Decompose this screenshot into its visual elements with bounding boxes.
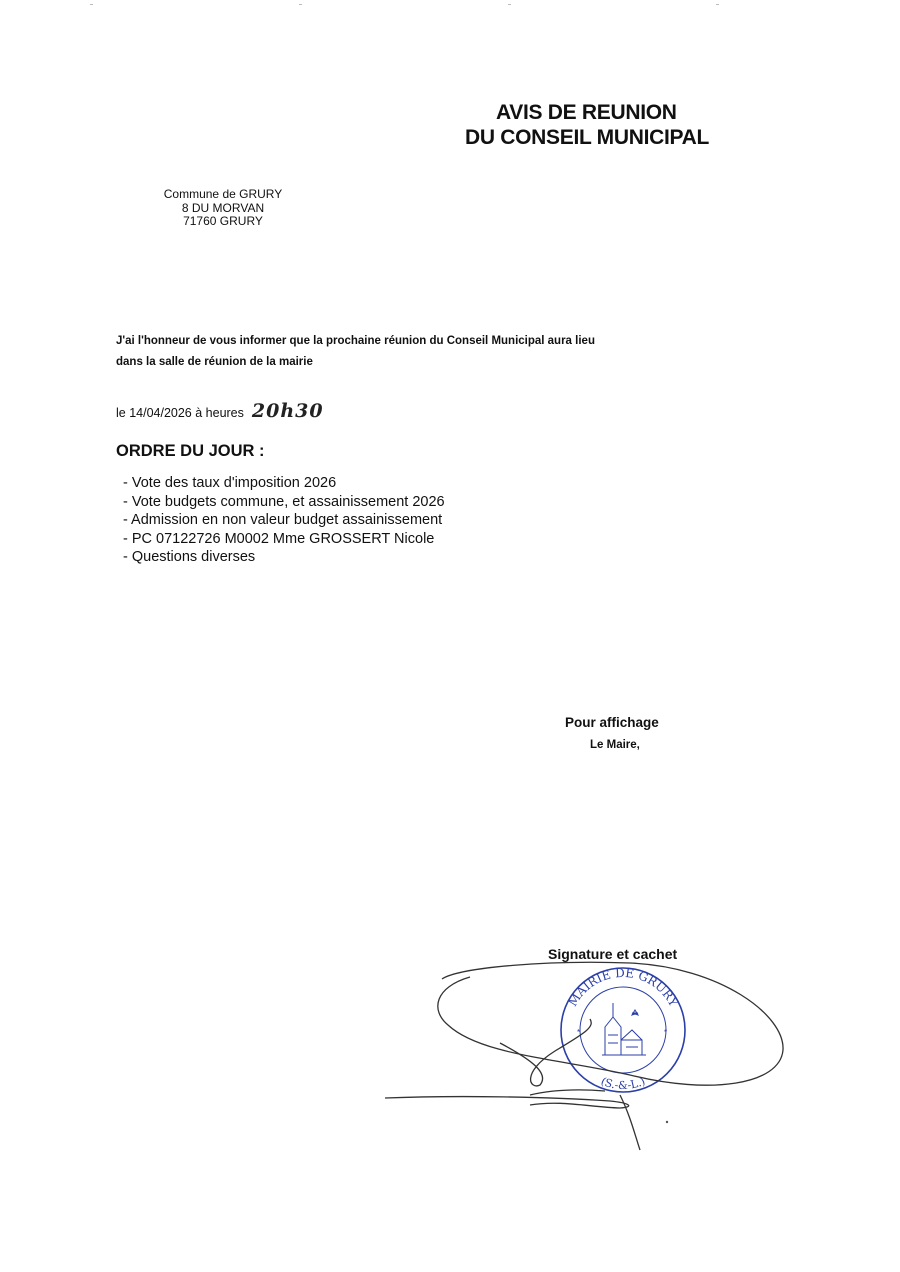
le-maire-label: Le Maire, (590, 739, 640, 751)
stamp-star-icon: * (664, 1028, 668, 1037)
agenda-item: - Vote des taux d'imposition 2026 (123, 475, 337, 491)
meeting-date-text: le 14/04/2026 à heures (116, 406, 244, 420)
stamp-inner-ring (580, 987, 666, 1073)
scan-speck (508, 4, 511, 5)
address-line-1: Commune de GRURY (163, 187, 283, 201)
address-line-2: 8 DU MORVAN (181, 200, 265, 215)
scan-speck (716, 4, 719, 5)
stamp-bottom-text: (S.-&-L.) (598, 1074, 648, 1093)
meeting-date (116, 400, 324, 422)
address-line-3: 71760 GRURY (183, 214, 263, 228)
agenda-title: ORDRE DU JOUR : (116, 442, 265, 460)
scan-speck (90, 4, 93, 5)
signature-and-stamp (380, 955, 800, 1165)
intro-paragraph (116, 331, 595, 373)
agenda-item: - Admission en non valeur budget assainissement (123, 512, 443, 528)
agenda-item: - PC 07122726 M0002 Mme GROSSERT Nicole (123, 530, 435, 547)
signature-label: Signature et cachet (548, 946, 678, 962)
agenda-list (123, 474, 445, 567)
intro-line-2: dans la salle de réunion de la mairie (116, 356, 313, 368)
pour-affichage-label: Pour affichage (565, 715, 659, 730)
stamp-star-icon: * (577, 1028, 581, 1037)
title-line-1: AVIS DE REUNION (496, 101, 677, 124)
commune-address (150, 188, 296, 229)
intro-line-1: J'ai l'honneur de vous informer que la prochaine réunion du Conseil Municipal aura lieu (116, 335, 595, 347)
title-line-2: DU CONSEIL MUNICIPAL (465, 126, 710, 149)
scan-speck (299, 4, 302, 5)
stamp-church-drawing (602, 1003, 646, 1055)
agenda-item: - Vote budgets commune, et assainissement 2026 (123, 493, 445, 510)
agenda-item: - Questions diverses (123, 549, 256, 565)
stamp-top-text: MAIRIE DE GRURY (565, 965, 681, 1009)
ink-dot (666, 1121, 668, 1123)
meeting-time-handwritten: 20h30 (251, 400, 324, 422)
